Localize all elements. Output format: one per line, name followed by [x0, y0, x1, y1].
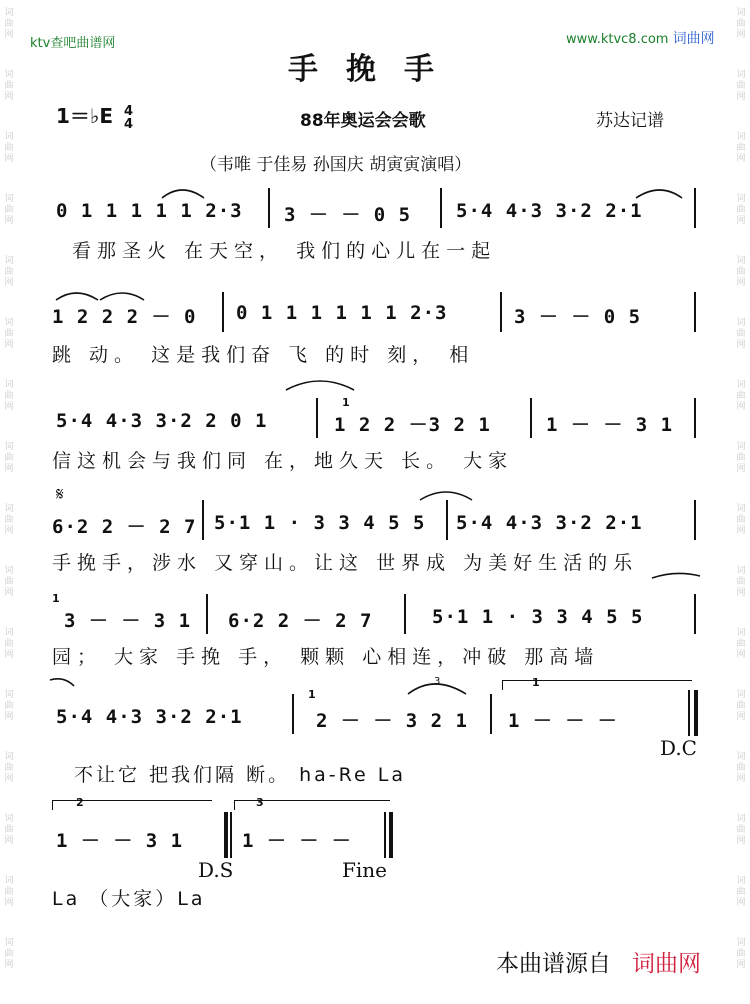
lyrics-line-2: 跳 动。 这是我们奋 飞 的时 刻， 相: [52, 344, 475, 366]
side-watermark-char: 网: [4, 712, 14, 722]
song-subtitle: 88年奥运会会歌: [300, 111, 426, 131]
side-watermark-char: 词: [736, 194, 746, 204]
side-watermark-char: 词: [4, 752, 14, 762]
side-watermark-char: 网: [736, 960, 746, 970]
time-signature-bottom: 4: [123, 116, 134, 132]
side-watermark-char: 曲: [4, 329, 14, 339]
side-watermark-char: 词: [4, 256, 14, 266]
singers-credit: （韦唯 于佳易 孙国庆 胡寅寅演唱）: [200, 155, 472, 175]
notes-line-1-measure-1: 0 1 1 1 1 1 2·3: [56, 200, 243, 222]
notes-line-4-measure-2: 5·1 1 · 3 3 4 5 5: [214, 512, 426, 534]
side-watermark-char: 词: [736, 318, 746, 328]
side-watermark-char: 曲: [4, 515, 14, 525]
side-watermark-char: 网: [736, 712, 746, 722]
side-watermark-char: 曲: [4, 143, 14, 153]
notes-line-5-measure-1: 3 － － 3 1: [64, 610, 192, 632]
side-watermark-char: 曲: [4, 81, 14, 91]
side-watermark-char: 词: [4, 8, 14, 18]
side-watermark-char: 网: [736, 774, 746, 784]
side-watermark-char: 词: [4, 504, 14, 514]
side-watermark-char: 词: [4, 318, 14, 328]
ending-1-marker: 1: [342, 396, 350, 409]
side-watermark-char: 曲: [736, 19, 746, 29]
lyrics-line-7: La （大家）La: [52, 888, 206, 910]
side-watermark-char: 曲: [736, 143, 746, 153]
side-watermark-char: 词: [4, 690, 14, 700]
notes-line-1-measure-3: 5·4 4·3 3·2 2·1: [456, 200, 643, 222]
side-watermark-char: 曲: [4, 205, 14, 215]
side-watermark-char: 曲: [4, 391, 14, 401]
notes-line-7-measure-1: 1 － － 3 1: [56, 830, 184, 852]
side-watermark-char: 词: [736, 938, 746, 948]
side-watermark-char: 网: [4, 650, 14, 660]
side-watermark-char: 词: [736, 628, 746, 638]
footer-source-label: 本曲谱源自: [496, 951, 611, 977]
side-watermark-char: 词: [736, 504, 746, 514]
side-watermark-char: 曲: [4, 639, 14, 649]
side-watermark-char: 网: [736, 898, 746, 908]
header-watermark-left[interactable]: ktv查吧曲谱网: [30, 36, 116, 51]
side-watermark-char: 网: [736, 526, 746, 536]
side-watermark-char: 曲: [736, 763, 746, 773]
side-watermark-char: 网: [4, 340, 14, 350]
lyrics-line-3: 信这机会与我们同 在，地久天 长。 大家: [52, 450, 514, 472]
lyrics-line-1: 看那圣火 在天空， 我们的心儿在一起: [72, 240, 497, 262]
side-watermark-char: 曲: [736, 205, 746, 215]
side-watermark-char: 词: [4, 938, 14, 948]
notes-line-6-measure-3: 1 － － －: [508, 710, 618, 732]
side-watermark-char: 曲: [4, 19, 14, 29]
slur: [56, 293, 98, 300]
arranger-credit: 苏达记谱: [596, 111, 664, 131]
side-watermark-char: 曲: [4, 701, 14, 711]
slur: [420, 492, 472, 500]
side-watermark-char: 网: [4, 836, 14, 846]
fine-marking: Fine: [342, 858, 387, 882]
side-watermark-char: 网: [4, 278, 14, 288]
side-watermark-char: 曲: [736, 329, 746, 339]
lyrics-line-6: 不让它 把我们隔 断。 ha-Re La: [74, 764, 406, 786]
side-watermark-char: 词: [4, 380, 14, 390]
side-watermark-char: 词: [4, 566, 14, 576]
side-watermark-char: 网: [4, 402, 14, 412]
notes-line-3-measure-3: 1 － － 3 1: [546, 414, 674, 436]
slur: [100, 293, 144, 300]
side-watermark-char: 词: [4, 442, 14, 452]
side-watermark-char: 词: [736, 442, 746, 452]
notes-line-5-measure-3: 5·1 1 · 3 3 4 5 5: [432, 606, 644, 628]
notes-line-3-measure-1: 5·4 4·3 3·2 2 0 1: [56, 410, 268, 432]
slur: [162, 190, 204, 198]
volta-2-number: 2: [76, 796, 84, 809]
side-watermark-char: 词: [736, 70, 746, 80]
key-signature-text: 1＝♭E: [56, 104, 114, 128]
ds-marking: D.S: [198, 858, 234, 882]
side-watermark-char: 曲: [736, 453, 746, 463]
side-watermark-char: 网: [4, 216, 14, 226]
side-watermark-char: 曲: [736, 701, 746, 711]
dc-marking: D.C: [660, 736, 697, 760]
ending-1-marker: 1: [52, 592, 60, 605]
song-title: 手挽手: [288, 52, 462, 87]
side-watermark-char: 曲: [736, 577, 746, 587]
side-watermark-char: 曲: [736, 639, 746, 649]
side-watermark-char: 曲: [4, 763, 14, 773]
slur: [286, 381, 354, 390]
volta-3-number: 3: [256, 796, 264, 809]
volta-1-number: 1: [532, 676, 540, 689]
side-watermark-char: 网: [736, 278, 746, 288]
side-watermark-char: 词: [4, 194, 14, 204]
slur: [636, 190, 682, 198]
side-watermark-char: 曲: [4, 267, 14, 277]
notes-line-2-measure-3: 3 － － 0 5: [514, 306, 642, 328]
side-watermark-char: 网: [4, 588, 14, 598]
side-watermark-char: 网: [4, 526, 14, 536]
side-watermark-char: 网: [4, 898, 14, 908]
slur: [408, 684, 466, 694]
side-watermark-char: 曲: [736, 949, 746, 959]
side-watermark-char: 网: [4, 960, 14, 970]
notes-line-1-measure-2: 3 － － 0 5: [284, 204, 412, 226]
side-watermark-char: 曲: [736, 825, 746, 835]
side-watermark-char: 曲: [736, 887, 746, 897]
side-watermark-char: 词: [736, 566, 746, 576]
side-watermark-char: 曲: [736, 515, 746, 525]
side-watermark-char: 网: [736, 340, 746, 350]
side-watermark-char: 网: [736, 402, 746, 412]
side-watermark-char: 词: [736, 132, 746, 142]
side-watermark-char: 网: [4, 464, 14, 474]
notes-line-4-measure-3: 5·4 4·3 3·2 2·1: [456, 512, 643, 534]
segno-sign: 𝄋: [56, 484, 64, 505]
side-watermark-char: 词: [4, 814, 14, 824]
side-watermark-char: 网: [4, 154, 14, 164]
side-watermark-char: 曲: [736, 267, 746, 277]
side-watermark-char: 网: [736, 154, 746, 164]
side-watermark-char: 网: [736, 464, 746, 474]
notes-line-6-measure-2: 2 － － 3 2 1: [316, 710, 468, 732]
side-watermark-char: 词: [4, 132, 14, 142]
side-watermark-char: 词: [4, 876, 14, 886]
slur: [50, 679, 74, 686]
side-watermark-char: 网: [4, 30, 14, 40]
notes-line-3-measure-2: 1 2 2 －3 2 1: [334, 414, 491, 436]
side-watermark-char: 词: [736, 690, 746, 700]
notes-line-5-measure-2: 6·2 2 － 2 7: [228, 610, 373, 632]
notes-line-4-measure-1: 6·2 2 － 2 7: [52, 516, 197, 538]
side-watermark-char: 网: [4, 92, 14, 102]
notes-line-2-measure-1: 1 2 2 2 － 0: [52, 306, 197, 328]
side-watermark-char: 词: [736, 752, 746, 762]
notes-line-6-measure-1: 5·4 4·3 3·2 2·1: [56, 706, 243, 728]
side-watermark-char: 网: [736, 92, 746, 102]
side-watermark-char: 曲: [4, 453, 14, 463]
lyrics-line-5: 园； 大家 手挽 手， 颗颗 心相连，冲破 那高墙: [52, 646, 600, 668]
side-watermark-char: 词: [736, 380, 746, 390]
side-watermark-char: 词: [736, 876, 746, 886]
notes-line-7-measure-2: 1 － － －: [242, 830, 352, 852]
side-watermark-char: 曲: [4, 887, 14, 897]
lyrics-line-4: 手挽手，涉水 又穿山。让这 世界成 为美好生活的乐: [52, 552, 639, 574]
side-watermark-char: 曲: [4, 577, 14, 587]
header-watermark-url: www.ktvc8.com: [566, 32, 669, 47]
side-watermark-char: 词: [736, 814, 746, 824]
triplet-mark: 3: [434, 676, 441, 687]
side-watermark-char: 网: [736, 216, 746, 226]
side-watermark-char: 词: [4, 70, 14, 80]
side-watermark-char: 词: [736, 8, 746, 18]
header-watermark-site: 词曲网: [672, 31, 715, 47]
ending-1-marker: 1: [308, 688, 316, 701]
side-watermark-char: 词: [736, 256, 746, 266]
side-watermark-char: 曲: [736, 391, 746, 401]
side-watermark-char: 网: [736, 588, 746, 598]
side-watermark-char: 网: [736, 836, 746, 846]
side-watermark-char: 网: [4, 774, 14, 784]
time-signature-top: 4: [123, 103, 134, 119]
slur: [652, 573, 700, 578]
side-watermark-char: 曲: [736, 81, 746, 91]
side-watermark-char: 网: [736, 30, 746, 40]
side-watermark-char: 曲: [4, 825, 14, 835]
side-watermark-char: 网: [736, 650, 746, 660]
side-watermark-char: 曲: [4, 949, 14, 959]
footer-source-site[interactable]: 词曲网: [632, 951, 701, 977]
side-watermark-char: 词: [4, 628, 14, 638]
notes-line-2-measure-2: 0 1 1 1 1 1 1 2·3: [236, 302, 448, 324]
